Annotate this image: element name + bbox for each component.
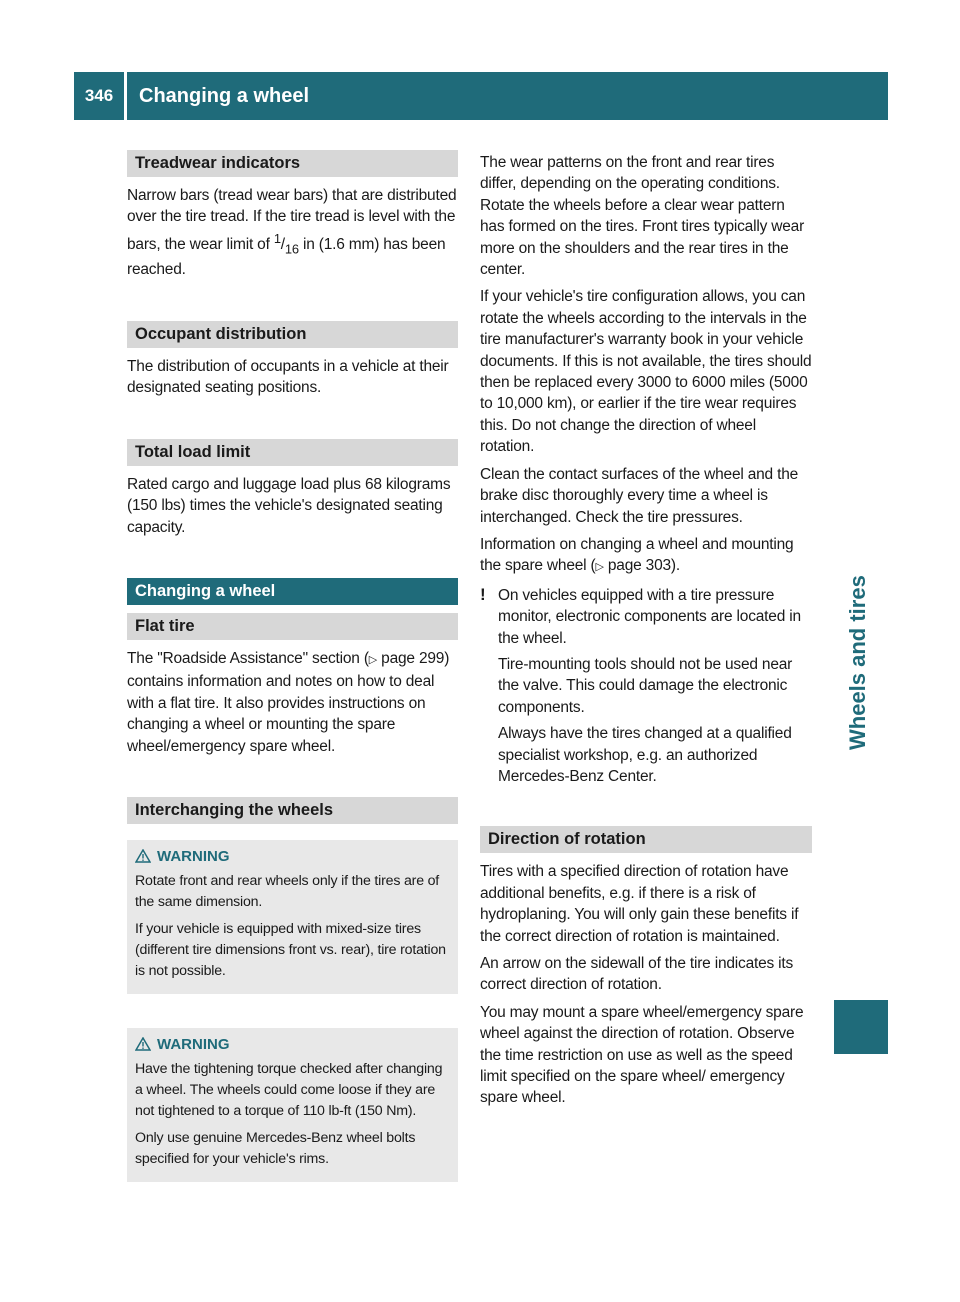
page-ref-arrow-icon: ▷ — [368, 653, 378, 666]
warning-box-torque — [127, 1028, 458, 1182]
clean-contact-text: Clean the contact surfaces of the wheel and the brake disc thoroughly every time a wheel is interchanged. Check the tire pressures. — [480, 465, 799, 526]
warning-triangle-icon — [135, 1037, 151, 1051]
heading-treadwear: Treadwear indicators — [127, 150, 458, 177]
heading-direction-rotation: Direction of rotation — [480, 826, 812, 853]
heading-load-limit: Total load limit — [127, 439, 458, 466]
note-text: Tire-mounting tools should not be used near the valve. This could damage the electronic components. — [498, 655, 793, 716]
rotation-interval-text: If your vehicle's tire configuration allows, you can rotate the wheels according to the intervals in the tire manufacturer's warranty book in your vehicle documents. If this is not available, the tires should then be replaced every 3000 to 6000 miles (5000 to 10,000 km), or earlier if the tire wear requires this. Do not change the direction of wheel rotation. — [480, 288, 812, 456]
page-title: Changing a wheel — [139, 84, 310, 107]
warning-title: WARNING — [157, 847, 230, 865]
warning-text: Rotate front and rear wheels only if the tires are of the same dimension. — [135, 872, 440, 910]
heading-flat-tire: Flat tire — [127, 613, 458, 640]
treadwear-text: Narrow bars (tread wear bars) that are distributed over the tire tread. If the tire tread is level with the bars, the wear limit of $^1/_{16}$ in (1.6 mm) has been reached. — [127, 187, 457, 279]
heading-occupant: Occupant distribution — [127, 321, 458, 348]
heading-interchanging: Interchanging the wheels — [127, 797, 458, 824]
left-column — [127, 150, 458, 1190]
section-tab-marker — [834, 1000, 888, 1054]
spare-ref-text-a: Information on changing a wheel and mounting the spare wheel ( — [480, 535, 794, 575]
treadwear-text-b: in (1.6 mm) has been reached. — [127, 235, 446, 279]
spare-ref-text-b[interactable]: page 303). — [607, 557, 680, 575]
fraction-numerator: 1 — [273, 230, 281, 246]
spare-wheel-ref-text — [480, 534, 812, 579]
rotation-text: Tires with a specified direction of rotation have additional benefits, e.g. if there is a risk of hydroplaning. You will only gain these benefits if the correct direction of rotation is maintained. — [480, 863, 799, 945]
warning-box-dimension — [127, 840, 458, 994]
section-tab-label: Wheels and tires — [845, 575, 870, 750]
page-ref-arrow-icon: ▷ — [595, 561, 604, 574]
note-text: Always have the tires changed at a qualified specialist workshop, e.g. an authorized Mercedes-Benz Center. — [498, 725, 792, 785]
note-text: On vehicles equipped with a tire pressure monitor, electronic components are located in the wheel. — [498, 586, 801, 647]
load-limit-text: Rated cargo and luggage load plus 68 kilograms (150 lbs) times the vehicle's designated seating capacity. — [127, 475, 451, 536]
flat-tire-text — [127, 648, 458, 757]
note-block — [480, 585, 812, 793]
flat-text-b[interactable]: page 299) contains information and notes on how to deal with a flat tire. It also provides instructions on changing a wheel or mounting the spare wheel/emergency spare wheel. — [127, 649, 450, 755]
exclamation-icon: ! — [480, 584, 486, 604]
page-header — [74, 72, 888, 120]
warning-text: Only use genuine Mercedes-Benz wheel bolts specified for your vehicle's rims. — [135, 1129, 416, 1167]
warning-title: WARNING — [157, 1035, 230, 1053]
wear-pattern-text: The wear patterns on the front and rear tires differ, depending on the operating conditions. Rotate the wheels before a clear wear pattern has formed on the tires. Front tires typically wear more on the shoulders and the rear tires in the center. — [480, 154, 805, 279]
warning-text: If your vehicle is equipped with mixed-size tires (different tire dimensions front vs. rear), tire rotation is not possible. — [135, 920, 446, 979]
warning-triangle-icon — [135, 849, 151, 863]
rotation-text: You may mount a spare wheel/emergency spare wheel against the direction of rotation. Observe the time restriction on use as well as the speed limit specified on the spare wheel/ emergency spare wheel. — [480, 1003, 804, 1107]
warning-text: Have the tightening torque checked after changing a wheel. The wheels could come loose if they are not tightened to a torque of 110 lb-ft (150 Nm). — [135, 1060, 443, 1119]
rotation-text: An arrow on the sidewall of the tire indicates its correct direction of rotation. — [480, 955, 794, 994]
occupant-text: The distribution of occupants in a vehicle at their designated seating positions. — [127, 357, 449, 397]
treadwear-text-a: Narrow bars (tread wear bars) that are distributed over the tire tread. If the tire tread is level with the bars, the wear limit of — [127, 187, 457, 253]
page-number: 346 — [74, 72, 127, 120]
right-column — [480, 152, 812, 1115]
fraction-denominator: 16 — [284, 241, 299, 257]
flat-text-a: The "Roadside Assistance" section ( — [127, 649, 369, 667]
heading-changing-wheel: Changing a wheel — [127, 578, 458, 605]
